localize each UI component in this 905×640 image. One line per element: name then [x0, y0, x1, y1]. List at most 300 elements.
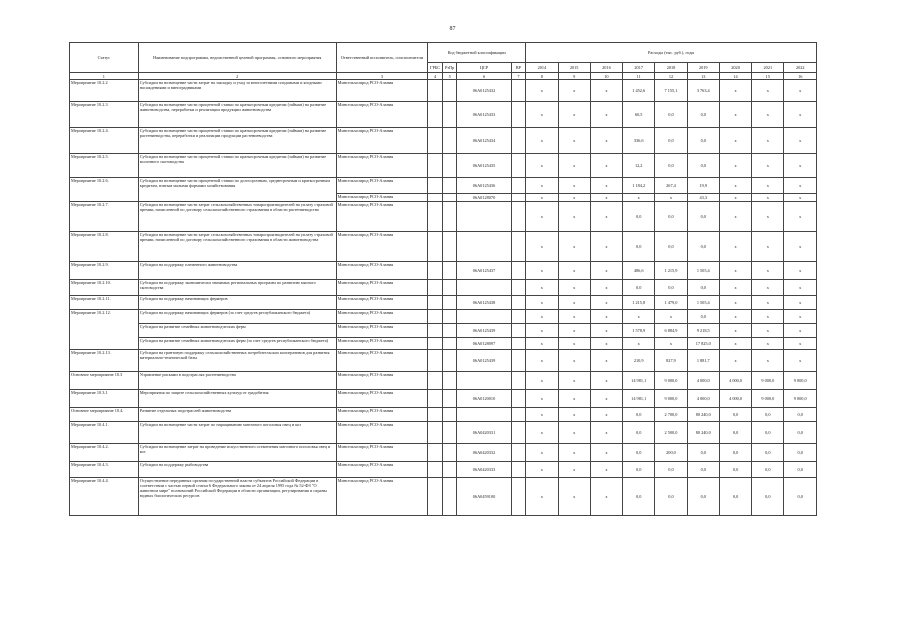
row-status: Основное мероприятие 10.4.	[70, 408, 139, 422]
row-value: х	[526, 338, 558, 350]
row-name: Осуществление переданных органам государственной власти субъектов Российской Федерации в соответствии с частью первой статьи 6 Федерального закона от 24 апреля 1995 года № 52-ФЗ "О животном мире" полномочий Российской Федерации в области организации, регулирования и охраны водных биологических ресурсов	[138, 478, 336, 516]
row-name: Субсидии на поддержку рыбоводства	[138, 462, 336, 478]
row-csr: 06А0420331	[457, 422, 511, 444]
row-value: 0,0	[784, 462, 817, 478]
row-vr	[511, 478, 526, 516]
row-value: х	[719, 262, 751, 280]
header-year: 2019	[687, 63, 719, 73]
row-value: х	[558, 324, 590, 338]
row-value: х	[526, 422, 558, 444]
row-rzpr	[442, 350, 457, 372]
row-name: Субсидии на поддержку начинающих фермеров	[138, 296, 336, 310]
row-value: 1 215,9	[655, 262, 687, 280]
header-year: 2020	[719, 63, 751, 73]
row-value: 0,0	[687, 444, 719, 462]
row-vr	[511, 128, 526, 154]
row-csr: 06А0125439	[457, 324, 511, 338]
row-value: 1 505,4	[687, 262, 719, 280]
row-value: 4 000,0	[687, 372, 719, 390]
row-value: х	[526, 462, 558, 478]
header-year: 2015	[558, 63, 590, 73]
row-grbs	[428, 80, 443, 102]
row-grbs	[428, 262, 443, 280]
row-rzpr	[442, 324, 457, 338]
row-value: 0,0	[623, 444, 655, 462]
row-value: х	[526, 262, 558, 280]
row-value: х	[590, 310, 622, 324]
row-value: 336,6	[623, 128, 655, 154]
page-number: 87	[449, 26, 456, 32]
header-year: 2021	[752, 63, 784, 73]
column-index: 14	[719, 73, 751, 80]
row-value: х	[558, 478, 590, 516]
row-value: х	[784, 102, 817, 128]
column-index: 7	[511, 73, 526, 80]
row-status: Мероприятие 10.2.9.	[70, 262, 139, 280]
row-value: 0,0	[719, 478, 751, 516]
row-rzpr	[442, 280, 457, 296]
row-value: 267,4	[655, 178, 687, 194]
row-value: 19,9	[687, 178, 719, 194]
header-budget-code: Код бюджетной классификации	[428, 43, 526, 63]
row-executor: Минсельхозпрод РСО-Алания	[336, 280, 428, 296]
row-value: 9 000,0	[784, 390, 817, 408]
row-value: 0,0	[687, 310, 719, 324]
column-index: 1	[70, 73, 139, 80]
row-grbs	[428, 310, 443, 324]
column-index: 6	[457, 73, 511, 80]
row-value: 0,0	[752, 478, 784, 516]
row-value: х	[590, 422, 622, 444]
row-value: х	[526, 232, 558, 262]
row-value: х	[752, 80, 784, 102]
row-value: 0,0	[623, 408, 655, 422]
row-value: 1 452,6	[623, 80, 655, 102]
row-name: Субсидии на возмещение части затрат сельскохозяйственных товаропроизводителей на уплату страховой премии, начисленной по договору сельскохозяйственного страхования в области растениеводства	[138, 202, 336, 232]
header-code-col: ГРБС	[428, 63, 443, 73]
row-value: х	[752, 262, 784, 280]
row-rzpr	[442, 232, 457, 262]
row-grbs	[428, 408, 443, 422]
column-index: 9	[558, 73, 590, 80]
row-rzpr	[442, 80, 457, 102]
row-status: Мероприятие 10.4.3.	[70, 462, 139, 478]
row-vr	[511, 444, 526, 462]
row-csr: 06А0125434	[457, 128, 511, 154]
row-value: 9 218,5	[687, 324, 719, 338]
row-value: х	[590, 296, 622, 310]
row-rzpr	[442, 262, 457, 280]
row-value: х	[784, 232, 817, 262]
row-value: х	[590, 154, 622, 178]
table-row	[70, 296, 817, 310]
row-value: х	[558, 350, 590, 372]
row-value: 1 479,0	[655, 296, 687, 310]
row-value: 0,0	[655, 102, 687, 128]
row-value: х	[526, 202, 558, 232]
row-value: 210,9	[623, 350, 655, 372]
row-name: Субсидии на поддержку начинающих фермеров (за счет средств республиканского бюджета)	[138, 310, 336, 324]
row-value: х	[752, 202, 784, 232]
row-value: 4 000,0	[719, 372, 751, 390]
row-vr	[511, 232, 526, 262]
row-value: 2 500,0	[655, 422, 687, 444]
row-value: х	[655, 310, 687, 324]
row-value: 9 000,0	[655, 372, 687, 390]
row-name: Субсидии на возмещение части процентной ставки по краткосрочным кредитам (займам) на развитие животноводства, переработки и реализации продукции животноводства	[138, 102, 336, 128]
row-value: х	[526, 178, 558, 194]
table-row	[70, 154, 817, 178]
header-year: 2018	[655, 63, 687, 73]
row-value: х	[590, 280, 622, 296]
row-grbs	[428, 232, 443, 262]
row-value: 0,0	[623, 478, 655, 516]
row-value: х	[719, 202, 751, 232]
row-value: х	[590, 262, 622, 280]
column-index: 4	[428, 73, 443, 80]
row-value: х	[655, 338, 687, 350]
row-value: х	[558, 408, 590, 422]
row-rzpr	[442, 194, 457, 202]
row-vr	[511, 178, 526, 194]
row-executor: Минсельхозпрод РСО-Алания	[336, 178, 428, 194]
row-executor: Минсельхозпрод РСО-Алания	[336, 80, 428, 102]
row-grbs	[428, 102, 443, 128]
row-rzpr	[442, 390, 457, 408]
row-executor: Минсельхозпрод РСО-Алания	[336, 372, 428, 390]
row-name: Субсидии на поддержку экономически значимых региональных программ по развитию мясного скотоводства	[138, 280, 336, 296]
column-index: 10	[590, 73, 622, 80]
row-value: х	[784, 310, 817, 324]
row-value: 3 763,4	[687, 80, 719, 102]
column-index: 8	[526, 73, 558, 80]
row-name: Субсидии на возмещение части затрат сельскохозяйственных товаропроизводителей на уплату страховой премии, начисленной по договору сельскохозяйственного страхования в области животноводства	[138, 232, 336, 262]
row-value: х	[558, 232, 590, 262]
row-value: 0,0	[719, 422, 751, 444]
row-name: Субсидии на развитие семейных животноводческих ферм	[138, 324, 336, 338]
row-value: 9 000,0	[752, 390, 784, 408]
row-value: 80 240,0	[687, 422, 719, 444]
row-value: х	[752, 232, 784, 262]
row-value: 0,0	[784, 422, 817, 444]
row-value: х	[558, 202, 590, 232]
row-name: Субсидии на поддержку племенного животноводства	[138, 262, 336, 280]
row-rzpr	[442, 444, 457, 462]
row-vr	[511, 324, 526, 338]
row-executor: Минсельхозпрод РСО-Алания	[336, 202, 428, 232]
row-value: 9 000,0	[784, 372, 817, 390]
row-vr	[511, 338, 526, 350]
row-value: х	[719, 194, 751, 202]
row-value: х	[558, 178, 590, 194]
row-value: х	[719, 102, 751, 128]
row-rzpr	[442, 478, 457, 516]
row-value: 14 981,1	[623, 390, 655, 408]
row-grbs	[428, 478, 443, 516]
table-row	[70, 310, 817, 324]
column-index: 3	[336, 73, 428, 80]
row-status: Мероприятие 10.3.1	[70, 390, 139, 408]
row-value: 80 240,0	[687, 408, 719, 422]
row-value: х	[752, 194, 784, 202]
row-value: х	[590, 102, 622, 128]
header-executor: Ответственный исполнитель, соисполнители	[336, 43, 428, 73]
row-executor: Минсельхозпрод РСО-Алания	[336, 310, 428, 324]
column-index: 12	[655, 73, 687, 80]
row-value: х	[752, 324, 784, 338]
row-value: х	[655, 194, 687, 202]
row-value: х	[590, 178, 622, 194]
row-vr	[511, 462, 526, 478]
row-rzpr	[442, 102, 457, 128]
row-status: Мероприятие 10.4.1.	[70, 422, 139, 444]
row-value: х	[558, 262, 590, 280]
row-grbs	[428, 128, 443, 154]
header-name: Наименование подпрограммы, ведомственной целевой программы, основного мероприятия	[138, 43, 336, 73]
row-grbs	[428, 462, 443, 478]
row-csr: 06А0420332	[457, 444, 511, 462]
row-csr: 06А0128097	[457, 338, 511, 350]
row-value: 1 505,4	[687, 296, 719, 310]
row-value: 17 825,0	[687, 338, 719, 350]
row-status: Мероприятие 10.2.2	[70, 80, 139, 102]
table-row	[70, 478, 817, 516]
row-value: 0,0	[687, 280, 719, 296]
row-value: х	[526, 280, 558, 296]
row-value: 0,0	[784, 478, 817, 516]
column-index: 11	[623, 73, 655, 80]
row-value: 1 215,8	[623, 296, 655, 310]
row-value: 486,6	[623, 262, 655, 280]
row-value: х	[752, 296, 784, 310]
row-value: х	[558, 422, 590, 444]
row-value: х	[526, 372, 558, 390]
row-value: х	[590, 80, 622, 102]
row-value: х	[558, 80, 590, 102]
row-value: 9 000,0	[752, 372, 784, 390]
row-value: х	[526, 194, 558, 202]
row-name: Субсидии на возмещение части процентной ставки по долгосрочным, среднесрочным и краткосрочным кредитам, взятым малыми формами хозяйствования	[138, 178, 336, 202]
row-value: 0,0	[687, 128, 719, 154]
row-value: х	[719, 80, 751, 102]
row-value: х	[623, 310, 655, 324]
row-value: 0,0	[623, 280, 655, 296]
row-status: Мероприятие 10.2.3	[70, 102, 139, 128]
row-executor: Минсельхозпрод РСО-Алания	[336, 462, 428, 478]
row-value: х	[590, 128, 622, 154]
row-csr: 06А0125432	[457, 80, 511, 102]
table-row	[70, 372, 817, 390]
row-value: 0,0	[752, 444, 784, 462]
table-row	[70, 128, 817, 154]
row-value: х	[590, 324, 622, 338]
table-row	[70, 408, 817, 422]
row-value: х	[526, 478, 558, 516]
row-value: 0,0	[655, 478, 687, 516]
row-value: х	[719, 154, 751, 178]
row-executor: Минсельхозпрод РСО-Алания	[336, 232, 428, 262]
row-value: 0,0	[752, 422, 784, 444]
row-vr	[511, 350, 526, 372]
row-executor: Минсельхозпрод РСО-Алания	[336, 408, 428, 422]
row-value: 2 700,0	[655, 408, 687, 422]
row-value: х	[719, 338, 751, 350]
row-executor: Минсельхозпрод РСО-Алания	[336, 154, 428, 178]
row-name: Субсидии на возмещение части затрат по наращиванию маточного поголовья овец и коз	[138, 422, 336, 444]
row-value: х	[784, 324, 817, 338]
row-value: 0,0	[687, 154, 719, 178]
row-value: 0,0	[655, 462, 687, 478]
row-value: х	[752, 128, 784, 154]
row-vr	[511, 422, 526, 444]
row-name: Субсидии на возмещение части процентной ставки по краткосрочным кредитам (займам) на развитие растениеводства, переработки и реализации продукции растениеводства	[138, 128, 336, 154]
row-value: 7 155,1	[655, 80, 687, 102]
row-csr: 06А0125438	[457, 296, 511, 310]
row-value: 4 000,0	[719, 390, 751, 408]
row-executor: Минсельхозпрод РСО-Алания	[336, 390, 428, 408]
row-vr	[511, 202, 526, 232]
row-value: х	[558, 154, 590, 178]
row-name: Управление рисками в подотраслях растениеводства	[138, 372, 336, 390]
row-value: 0,0	[784, 408, 817, 422]
row-value: 0,0	[687, 102, 719, 128]
row-value: х	[784, 154, 817, 178]
row-value: 60,5	[623, 102, 655, 128]
row-grbs	[428, 350, 443, 372]
row-value: х	[784, 338, 817, 350]
row-value: х	[784, 296, 817, 310]
row-grbs	[428, 444, 443, 462]
row-rzpr	[442, 296, 457, 310]
row-status: Основное мероприятие 10.3	[70, 372, 139, 390]
header-code-col: ВР	[511, 63, 526, 73]
column-index: 15	[752, 73, 784, 80]
row-value: 43,3	[687, 194, 719, 202]
row-value: х	[784, 80, 817, 102]
row-executor: Минсельхозпрод РСО-Алания	[336, 422, 428, 444]
row-value: х	[526, 408, 558, 422]
row-csr: 06А0125435	[457, 154, 511, 178]
table-row	[70, 280, 817, 296]
row-executor: Минсельхозпрод РСО-Алания	[336, 444, 428, 462]
row-value: 12,2	[623, 154, 655, 178]
row-executor: Минсельхозпрод РСО-Алания	[336, 102, 428, 128]
row-rzpr	[442, 408, 457, 422]
row-value: х	[784, 178, 817, 194]
row-value: 0,0	[687, 232, 719, 262]
row-executor: Минсельхозпрод РСО-Алания	[336, 338, 428, 350]
column-index: 5	[442, 73, 457, 80]
row-value: х	[590, 478, 622, 516]
expenses-table	[69, 42, 817, 516]
row-vr	[511, 372, 526, 390]
row-status: Мероприятие 10.2.6.	[70, 178, 139, 202]
row-status: Мероприятие 10.2.8.	[70, 232, 139, 262]
row-rzpr	[442, 128, 457, 154]
row-value: х	[558, 296, 590, 310]
row-value: х	[784, 194, 817, 202]
row-value: х	[590, 444, 622, 462]
row-value: 0,0	[719, 444, 751, 462]
row-value: 4 000,0	[687, 390, 719, 408]
row-vr	[511, 80, 526, 102]
row-value: х	[526, 296, 558, 310]
row-csr	[457, 372, 511, 390]
row-value: х	[752, 154, 784, 178]
row-value: х	[752, 310, 784, 324]
row-value: 9 000,0	[655, 390, 687, 408]
row-value: 0,0	[623, 422, 655, 444]
row-value: 0,0	[752, 462, 784, 478]
row-rzpr	[442, 178, 457, 194]
row-value: х	[623, 338, 655, 350]
row-grbs	[428, 372, 443, 390]
header-year: 2014	[526, 63, 558, 73]
row-status: Мероприятие 10.2.5.	[70, 154, 139, 178]
row-value: х	[719, 324, 751, 338]
row-csr	[457, 408, 511, 422]
row-name: Субсидии на возмещение затрат на проведение искусственного осеменения маточного поголовья овец и коз	[138, 444, 336, 462]
header-year: 2016	[590, 63, 622, 73]
row-value: х	[558, 372, 590, 390]
row-rzpr	[442, 422, 457, 444]
row-value: х	[719, 350, 751, 372]
header-expenses: Расходы (тыс. руб.), годы	[526, 43, 817, 63]
row-executor: Минсельхозпрод РСО-Алания	[336, 324, 428, 338]
row-status: Мероприятие 10.2.13.	[70, 350, 139, 372]
row-value: х	[526, 80, 558, 102]
row-value: х	[558, 444, 590, 462]
header-year: 2017	[623, 63, 655, 73]
table-row	[70, 102, 817, 128]
row-value: 6 884,9	[655, 324, 687, 338]
row-value: 1 881,7	[687, 350, 719, 372]
row-status: Мероприятие 10.2.10.	[70, 280, 139, 296]
row-value: х	[558, 128, 590, 154]
table-row	[70, 422, 817, 444]
row-csr: 06А0125436	[457, 178, 511, 194]
row-value: х	[590, 232, 622, 262]
row-value: х	[558, 338, 590, 350]
row-value: 0,0	[623, 202, 655, 232]
row-status: Мероприятие 10.4.4.	[70, 478, 139, 516]
header-code-col: РзПр	[442, 63, 457, 73]
row-value: х	[590, 408, 622, 422]
row-csr: 06А0128070	[457, 194, 511, 202]
row-executor: Минсельхозпрод РСО-Алания	[336, 128, 428, 154]
row-value: х	[526, 350, 558, 372]
header-year: 2022	[784, 63, 817, 73]
row-grbs	[428, 194, 443, 202]
row-status: Мероприятие 10.2.4.	[70, 128, 139, 154]
row-status: Мероприятие 10.2.12.	[70, 310, 139, 350]
row-value: 0,0	[687, 202, 719, 232]
row-value: 0,0	[655, 128, 687, 154]
row-value: х	[558, 280, 590, 296]
table-row	[70, 232, 817, 262]
row-value: х	[558, 462, 590, 478]
row-value: х	[784, 350, 817, 372]
row-value: х	[526, 324, 558, 338]
row-vr	[511, 154, 526, 178]
row-vr	[511, 310, 526, 324]
row-value: х	[719, 128, 751, 154]
row-value: х	[526, 128, 558, 154]
row-value: х	[558, 102, 590, 128]
row-value: х	[719, 280, 751, 296]
row-value: х	[623, 194, 655, 202]
row-grbs	[428, 178, 443, 194]
